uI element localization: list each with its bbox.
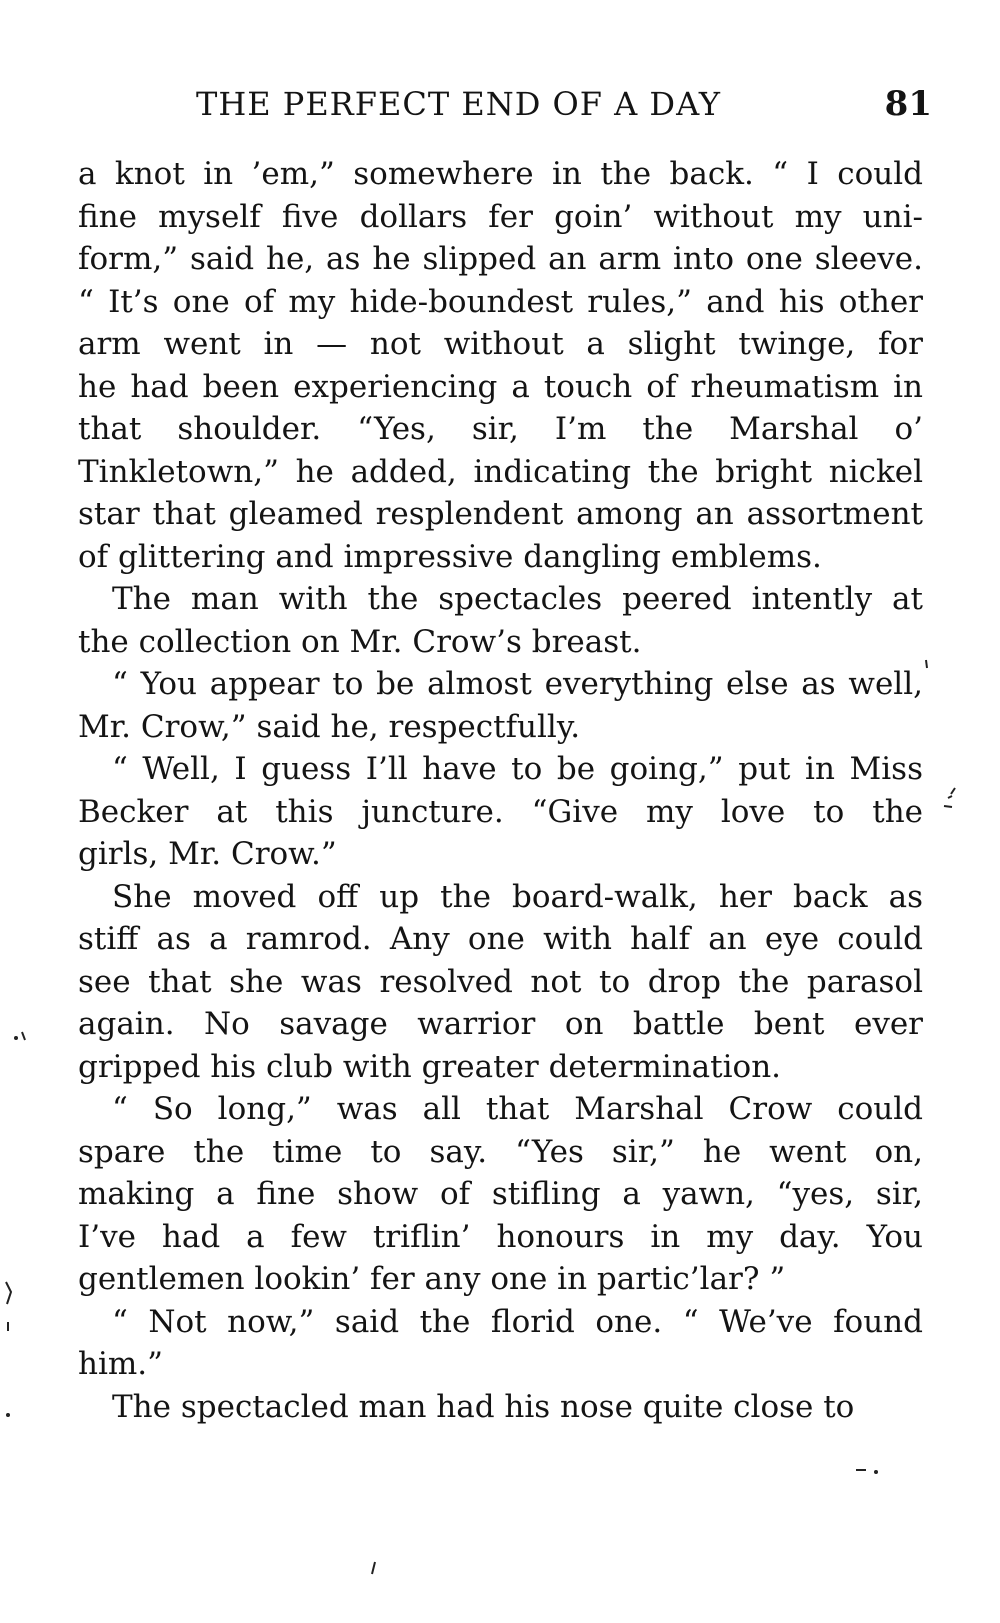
text-line: a knot in ’em,” somewhere in the back. “ I could: [78, 156, 923, 192]
text-line: “ So long,” was all that Marshal Crow could: [112, 1091, 923, 1127]
ink-speck: [372, 1562, 375, 1574]
ink-speck: [944, 788, 955, 807]
text-line: again. No savage warrior on battle bent ever: [78, 1006, 923, 1042]
text-line: girls, Mr. Crow.”: [78, 836, 337, 872]
text-line: stiff as a ramrod. Any one with half an eye could: [78, 921, 923, 957]
text-line: “ It’s one of my hide-boundest rules,” and his other: [78, 283, 923, 320]
text-line: making a fine show of stifling a yawn, “yes, sir,: [78, 1176, 923, 1212]
text-line: gentlemen lookin’ fer any one in partic’lar? ”: [78, 1261, 786, 1297]
text-line: gripped his club with greater determination.: [78, 1048, 782, 1085]
page-number: 81: [884, 84, 932, 124]
text-line: spare the time to say. “Yes sir,” he went on,: [78, 1133, 923, 1170]
text-line: The spectacled man had his nose quite close to: [112, 1388, 855, 1425]
text-line: Mr. Crow,” said he, respectfully.: [78, 708, 581, 745]
text-line: him.”: [78, 1346, 163, 1382]
text-line: I’ve had a few triflin’ honours in my day. You: [78, 1218, 923, 1255]
text-line: star that gleamed resplendent among an assortment: [78, 496, 923, 532]
text-line: “ You appear to be almost everything else as well,: [112, 666, 923, 702]
text-line: fine myself five dollars fer goin’ without my uni-: [78, 198, 923, 235]
ink-speck: [14, 1036, 18, 1040]
ink-speck: [926, 660, 927, 668]
running-title: THE PERFECT END OF A DAY: [196, 85, 721, 123]
text-line: of glittering and impressive dangling emblems.: [78, 538, 822, 575]
ink-speck: [874, 1470, 878, 1474]
ink-speck: [22, 1032, 25, 1040]
text-line: Becker at this juncture. “Give my love to the: [78, 793, 923, 830]
ink-speck: [6, 1282, 11, 1304]
text-line: the collection on Mr. Crow’s breast.: [78, 623, 642, 660]
text-line: The man with the spectacles peered intently at: [112, 581, 923, 617]
text-line: arm went in — not without a slight twinge, for: [78, 326, 923, 362]
text-line: that shoulder. “Yes, sir, I’m the Marshal o’: [78, 411, 923, 447]
text-line: see that she was resolved not to drop the parasol: [78, 963, 923, 1000]
ink-speck: [6, 1413, 10, 1417]
text-line: Tinkletown,” he added, indicating the bright nickel: [78, 453, 923, 490]
text-line: form,” said he, as he slipped an arm into one sleeve.: [78, 241, 923, 277]
text-line: “ Not now,” said the florid one. “ We’ve found: [112, 1303, 923, 1340]
text-line: “ Well, I guess I’ll have to be going,” put in Miss: [112, 751, 923, 787]
text-line: She moved off up the board-walk, her back as: [112, 878, 923, 915]
text-line: he had been experiencing a touch of rheumatism in: [78, 368, 923, 405]
